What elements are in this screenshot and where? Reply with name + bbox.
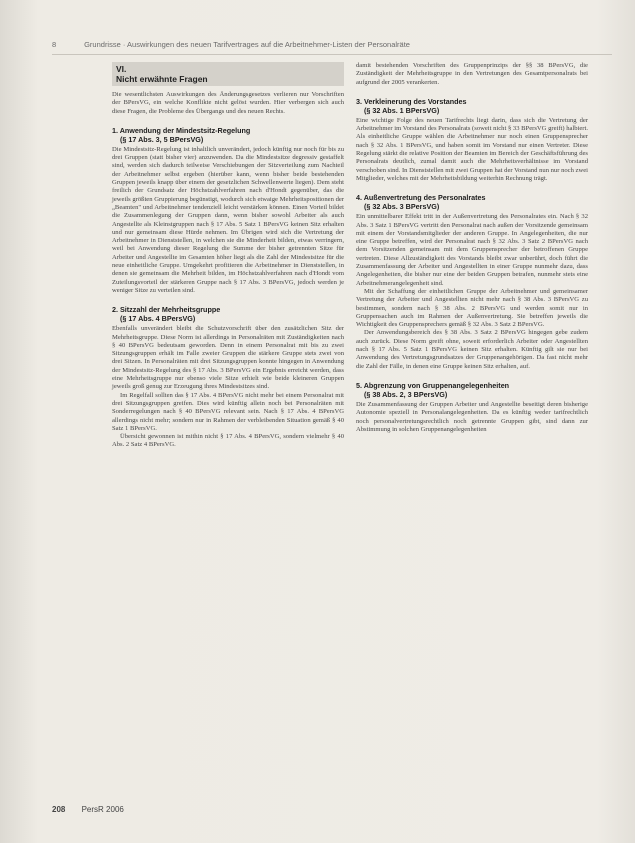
subsection-2-paragraph-3: Übersicht gewonnen ist mithin nicht § 17 Abs. 4 BPersVG, sondern vielmehr § 40 Abs. 2 Satz 4 BPersVG. — [112, 433, 344, 449]
subsection-5-body: Die Zusammenfassung der Gruppen Arbeiter und Angestellte beseitigt deren bisherige Autonomie speziell in Personalangelegenheiten. Da es künftig weder tarifrechtlich noch personalvertretungsrechtlich noch getrennte Gruppen gibt, sind dann zur Abstimmung in solchen Gruppenangelegenheiten — [356, 400, 588, 433]
section-vi-heading-box — [112, 62, 344, 86]
subsection-2-citation: (§ 17 Abs. 4 BPersVG) — [120, 314, 196, 324]
subsection-4-paragraph-2: Mit der Schaffung der einheitlichen Gruppe der Arbeitnehmer und gemeinsamer Vertretung der Arbeiter und Angestellten nicht mehr nach § 38 Abs. 3 BPersVG zu bestimmen, sondern nach § 38 Abs. 2 BPersVG und werden somit nur in Gruppensachen auch im Rahmen der Außenvertretung. Sie betreffen jeweils die Wichtigkeit des Gruppensprechers gemäß § 32 Abs. 3 Satz 2 BPersVG. — [356, 287, 588, 329]
header-running-title: Grundrisse · Auswirkungen des neuen Tarifvertrages auf die Arbeitnehmer-Listen der Personalräte — [84, 40, 410, 49]
footer-journal: PersR 2006 — [81, 805, 124, 814]
subsection-4-title: 4. Außenvertretung des Personalrates — [356, 193, 486, 203]
subsection-2-body: Ebenfalls unverändert bleibt die Schutzvorschrift über den zusätzlichen Sitz der Mehrheitsgruppe. Diese Norm ist allerdings in Personalräten mit Zuständigkeiten nach § 40 BPersVG bedeutsam geworden. Denn in einem Personalrat mit bis zu zwei Sitzungsgruppen erhält im Falle zweier Gruppen die stärkere Gruppe stets zwei von drei Sitzen. In Personalräten mit drei Sitzungsgruppen konnte hingegen in Anwendung der Mindestsitz-Regelung des § 17 Abs. 3 BPersVG ein Ergebnis erreicht werden, dass eine Mehrheitsgruppe nur ebenso viele Sitze erhielt wie beide kleineren Gruppen jeweils groß genug zur Erzeugung ihres Mindestsitzes sind. — [112, 325, 344, 391]
subsection-1-citation: (§ 17 Abs. 3, 5 BPersVG) — [120, 134, 204, 144]
subsection-3-title: 3. Verkleinerung des Vorstandes — [356, 96, 467, 106]
right-column — [356, 62, 588, 434]
subsection-3-heading — [356, 97, 588, 115]
subsection-4-body: Ein unmittelbarer Effekt tritt in der Außenvertretung des Personalrates ein. Nach § 32 Abs. 3 Satz 1 BPersVG vertritt den Personalrat nach außen der Vorsitzende gemeinsam mit einem der Vorstandsmitglieder der anderen Gruppe. In Angelegenheiten, die nur eine Gruppe betreffen, wird der Personalrat nach § 32 Abs. 3 Satz 2 BPersVG nach dem Vorsitzenden gemeinsam mit dem Gruppensprecher der betroffenen Gruppe vertreten. Diese Allzuständigkeit des Vorstands bleibt zwar unberührt, doch führt die Zusammenfassung der Arbeiter und Angestellten in einer Gruppe nunmehr dazu, dass Angelegenheiten, die bisher nur eine der beiden Gruppen betrafen, nunmehr stets eine Arbeitnehmerangelegenheit sind. — [356, 213, 588, 287]
footer-page-number: 208 — [52, 805, 66, 814]
subsection-4-paragraph-3: Der Anwendungsbereich des § 38 Abs. 3 Satz 2 BPersVG hingegen gebe zudem auch zurück. Diese Norm greift ohne, soweit erforderlich Arbeiter oder Angestellten nach § 17 Abs. 5 Satz 1 BPersVG keinen Sitz erhalten. Künftig gilt sie nur bei Anwendung des Vertretungsgrundsatzes der Gruppenangehörigen. Da fast nicht mehr die Zahl der Fälle, in denen eine Gruppe keinen Sitz erhalten, auf. — [356, 329, 588, 370]
subsection-2-heading — [112, 305, 344, 323]
page-footer — [52, 805, 124, 814]
subsection-5-title: 5. Abgrenzung von Gruppenangelegenheiten — [356, 380, 510, 390]
subsection-1-title: 1. Anwendung der Mindestsitz-Regelung — [112, 125, 251, 135]
subsection-3-citation: (§ 32 Abs. 1 BPersVG) — [364, 105, 440, 115]
section-roman-numeral: VI. — [116, 64, 127, 74]
subsection-1-body: Die Mindestsitz-Regelung ist inhaltlich unverändert, jedoch künftig nur noch für bis zu drei Gruppen (statt bisher vier) anzuwenden. Da die Mindestsitze degressiv gestaffelt sind, werden sich dadurch teilweise Verschiebungen der Sitzverteilung zum Nachteil der Arbeitnehmer selbst ergeben (hierüber kann, wenn bisher beide bestehenden Gruppen jeweils knapp über einem der gesetzlichen Schwellenwerte liegen). Dem steht freilich der Grundsatz der Höchstzahlverfahren nach d'Hondt gegenüber, das die jeweils größten Gruppierung begünstigt, wodurch sich etwaige Mehrheitspositionen der „Beamten" und Arbeitnehmer tendenziell leicht verstärken können. Einen Vorteil bildet die Zusammenlegung der Gruppen dann, wenn bisher sowohl Arbeiter als auch Angestellte als Kleinstgruppen nach § 17 Abs. 5 Satz 1 BPersVG keinen Sitz erhalten und nur gemeinsam diese Hürde nehmen. Im Übrigen wird sich die Vertretung der Arbeitnehmer in Dienststellen, in welchen sie die Minderheit bilden, etwas verringern, weil bei Anwendung dieser Regelung die Summe der bisher getrennten Sitze für Arbeiter und Angestellte im Gesamten höher liegt als die Zahl der Mindestsitze für die neue einheitliche Gruppe. Umgekehrt profitieren die Arbeitnehmer in Dienststellen, in denen sie gemeinsam die Mehrheit bilden, im Höchstzahlverfahren nach d'Hondt vom Zuteilungsvorteil der stärkeren Gruppe nach § 17 Abs. 3 BPersVG, jedoch werden je weniger Sitze zu verteilen sind. — [112, 145, 344, 294]
right-column-continuation: damit bestehenden Vorschriften des Gruppenprinzips der §§ 38 BPersVG, die Zuständigkeit der Mehrheitsgruppe in den Vertretungen des Gesamtpersonalrats bei aufgrund der 2005 verankerten. — [356, 62, 588, 86]
subsection-1-heading — [112, 126, 344, 144]
subsection-4-citation: (§ 32 Abs. 3 BPersVG) — [364, 202, 440, 212]
subsection-5-heading — [356, 381, 588, 399]
subsection-2-paragraph-2: Im Regelfall sollten das § 17 Abs. 4 BPersVG nicht mehr bei einem Personalrat mit drei Sitzungsgruppen greifen. Dies wird künftig allein noch bei Personalräten mit Sonderregelungen nach § 40 BPersVG relevant sein. Nach § 17 Abs. 4 BPersVG allerdings nicht mehr; sondern nur in Rahmen der verbleibenden Situation gemäß § 40 Satz 1 BPersVG. — [112, 391, 344, 432]
subsection-3-body: Eine wichtige Folge des neuen Tarifrechts liegt darin, dass sich die Vertretung der Arbeitnehmer im Vorstand des Personalrats (soweit nicht § 33 BPersVG greift) halbiert. Als einheitliche Gruppe wählen die Arbeitnehmer nur noch einen Gruppensprecher nach § 32 Abs. 1 BPersVG, und haben somit im Vorstand nur einen Vertreter. Diese Regelung stärkt die relative Position der Beamten im Bereich der Geschäftsführung des Personalrats deutlich, zumal damit auch die Mehrheitsverhältnisse im Vorstand verschoben sind. In Dienststellen mit zwei Gruppen hat der Vorstand nun nur noch zwei Mitglieder, welches mit der Mehrheitsbildung weiterhin Rechnung trägt. — [356, 116, 588, 182]
subsection-5-citation: (§ 38 Abs. 2, 3 BPersVG) — [364, 389, 448, 399]
running-header — [52, 40, 612, 55]
subsection-2-title: 2. Sitzzahl der Mehrheitsgruppe — [112, 305, 221, 315]
section-intro-paragraph: Die wesentlichsten Auswirkungen des Änderungsgesetzes verlieren nur Vorschriften der BPersVG, ein welche Konflikte nicht gelöst wurden. Hier verbergen sich auch diese Fragen, die Probleme des Übergangs und des neuen Rechts. — [112, 91, 344, 115]
left-column — [112, 62, 344, 450]
header-page-number: 8 — [52, 40, 57, 49]
subsection-4-heading — [356, 193, 588, 211]
section-title: Nicht erwähnte Fragen — [116, 74, 208, 84]
